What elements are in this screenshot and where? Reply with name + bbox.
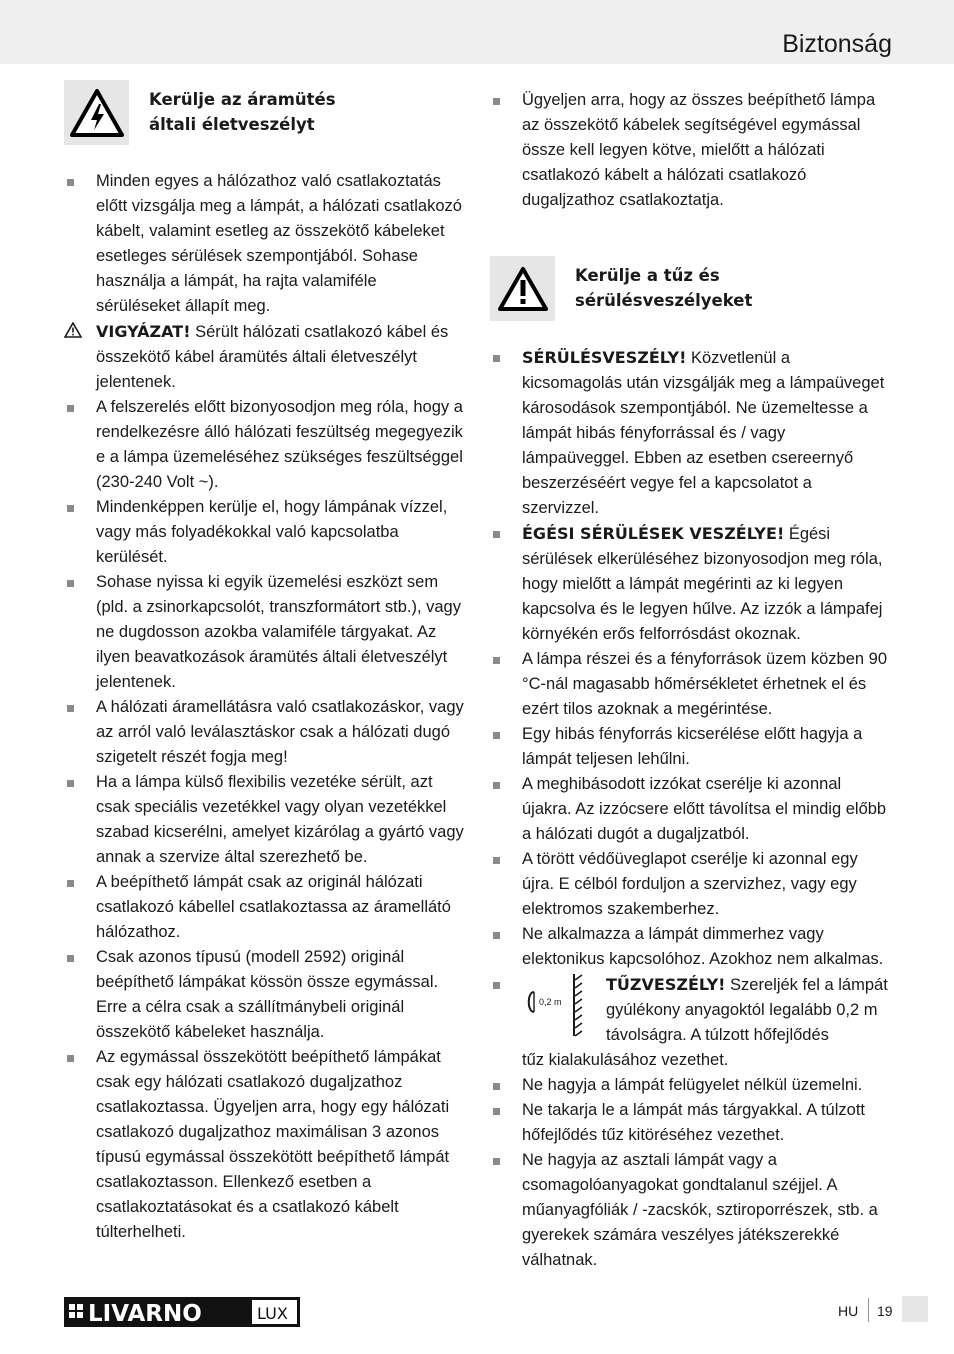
item-bold: VIGYÁZAT! bbox=[96, 322, 191, 341]
item-text: A meghibásodott izzókat cserélje ki azonnal újakra. Az izzócsere előtt távolítsa el mindig előbb a hálózati dugót a dugaljzatból. bbox=[522, 775, 887, 843]
item-text: Egy hibás fényforrás kicserélése előtt hagyja a lámpát teljesen lehűlni. bbox=[522, 725, 863, 768]
fire-text-full: tűz kialakulásához vezethet. bbox=[522, 1051, 729, 1069]
list-item bbox=[490, 722, 890, 772]
bullet-square-icon bbox=[490, 521, 522, 546]
right-item-list bbox=[490, 345, 890, 1273]
bullet-square-icon bbox=[490, 722, 522, 747]
item-text: Minden egyes a hálózathoz való csatlakoztatás előtt vizsgálja meg a lámpát, a hálózati csatlakozó kábelt, valamint esetleg az összekötő kábeleket esetleges sérülések szempontjából. Sohase használja a lámpát, ha rajta valamiféle sérüléseket állapít meg. bbox=[96, 172, 462, 315]
item-bold: ÉGÉSI SÉRÜLÉSEK VESZÉLYE! bbox=[522, 524, 785, 543]
left-item-list bbox=[64, 169, 464, 1245]
bullet-square-icon bbox=[490, 345, 522, 370]
bullet-square-icon bbox=[490, 647, 522, 672]
list-item bbox=[490, 847, 890, 922]
general-warning-icon bbox=[490, 256, 555, 321]
item-text: A törött védőüveglapot cserélje ki azonnal egy újra. E célból forduljon a szervizhez, vagy egy elektromos szakemberhez. bbox=[522, 850, 858, 918]
item-text: Mindenképpen kerülje el, hogy lámpának vízzel, vagy más folyadékokkal való kapcsolatba kerülését. bbox=[96, 498, 448, 566]
bullet-square-icon bbox=[64, 169, 96, 194]
item-text: ÉGÉSI SÉRÜLÉSEK VESZÉLYE! Égési sérülések elkerüléséhez bizonyosodjon meg róla, hogy mielőtt a lámpát megérinti az ki legyen kapcsolva és le legyen hűlve. Az izzók a lámpafej környékén erős felforrósdást okoznak. bbox=[522, 524, 883, 643]
bullet-square-icon bbox=[64, 570, 96, 595]
item-text: VIGYÁZAT! Sérült hálózati csatlakozó kábel és összekötő kábel áramütés általi életveszélyt jelentenek. bbox=[96, 322, 449, 391]
brand-main: LIVARNO bbox=[88, 1301, 202, 1327]
footer bbox=[0, 1294, 954, 1334]
bullet-square-icon bbox=[490, 1098, 522, 1123]
list-item bbox=[490, 1148, 890, 1273]
fire-injury-warning-box bbox=[490, 256, 890, 321]
right-column bbox=[490, 80, 890, 1273]
item-text: A beépíthető lámpát csak az originál hálózati csatlakozó kábellel csatlakoztassa az áramellátó hálózathoz. bbox=[96, 873, 451, 941]
list-item bbox=[490, 647, 890, 722]
list-item bbox=[64, 870, 464, 945]
bullet-square-icon bbox=[490, 922, 522, 947]
item-text: Az egymással összekötött beépíthető lámpákat csak egy hálózati csatlakozó dugaljzathoz csatlakoztassa. Ügyeljen arra, hogy egy hálózati csatlakozó dugaljzathoz maximálisan 3 azonos típusú egymással összekötött beépíthető lámpát csatlakoztasson. Ellenkező esetben a csatlakoztatásokat és a csatlakozó kábelt túlterhelheti. bbox=[96, 1048, 450, 1241]
item-bold: SÉRÜLÉSVESZÉLY! bbox=[522, 348, 687, 367]
item-text: Sohase nyissa ki egyik üzemelési eszközt sem (pld. a zsinorkapcsolót, transzformátort stb.), vagy ne dugdosson azokba valamiféle tárgyakat. Az ilyen beavatkozások áramütés általi életveszélyt jelentenek. bbox=[96, 573, 461, 691]
item-text: Ne hagyja az asztali lámpát vagy a csomagolóanyagokat gondtalanul széjjel. A műanyagfóliák / -zacskók, sztiroporrészek, stb. a gyerekek számára veszélyes játékszerekké válhatnak. bbox=[522, 1151, 878, 1269]
bullet-square-icon bbox=[64, 495, 96, 520]
item-bold: TŰZVESZÉLY! bbox=[606, 975, 726, 994]
item-text: A hálózati áramellátásra való csatlakozáskor, vagy az arról való leválasztáskor csak a hálózati dugó szigetelt részét fogja meg! bbox=[96, 698, 464, 766]
item-text: Ne hagyja a lámpát felügyelet nélkül üzemelni. bbox=[522, 1076, 863, 1094]
item-text: Csak azonos típusú (modell 2592) originál beépíthető lámpákat kössön össze egymással. Erre a célra csak a szállítmánybeli originál összekötő kábeleket használja. bbox=[96, 948, 439, 1041]
electric-warning-title: Kerülje az áramütés általi életveszélyt bbox=[149, 90, 336, 134]
header-bar bbox=[0, 0, 954, 64]
fire-warning-title: Kerülje a tűz és sérülésveszélyeket bbox=[575, 266, 753, 310]
fire-distance-icon bbox=[522, 972, 606, 1042]
list-item bbox=[490, 345, 890, 521]
bullet-square-icon bbox=[64, 770, 96, 795]
list-item bbox=[490, 1073, 890, 1098]
fire-distance-label: 0,2 m bbox=[539, 997, 562, 1007]
brand-sub: LUX bbox=[257, 1304, 288, 1323]
electric-warning-box bbox=[64, 80, 464, 145]
page-number: 19 bbox=[877, 1303, 893, 1319]
right-top-list bbox=[490, 88, 890, 213]
item-text: A lámpa részei és a fényforrások üzem közben 90 °C-nál magasabb hőmérsékletet érhetnek el és ezért tilos azoknak a megérintése. bbox=[522, 650, 888, 718]
caution-triangle-icon bbox=[64, 319, 96, 344]
list-item-caution bbox=[64, 319, 464, 395]
list-item bbox=[490, 772, 890, 847]
page-tab bbox=[902, 1296, 928, 1322]
item-text: A felszerelés előtt bizonyosodjon meg róla, hogy a rendelkezésre álló hálózati feszültség megegyezik e a lámpa üzemeléséhez szükséges feszültséggel (230-240 Volt ~). bbox=[96, 398, 463, 491]
list-item bbox=[490, 88, 890, 213]
item-text: Ne takarja le a lámpát más tárgyakkal. A túlzott hőfejlődés tűz kitöréséhez vezethet. bbox=[522, 1101, 865, 1144]
language-code: HU bbox=[838, 1303, 859, 1319]
footer-divider bbox=[868, 1298, 869, 1322]
list-item-fire bbox=[490, 972, 890, 1048]
bullet-square-icon bbox=[64, 945, 96, 970]
list-item bbox=[64, 770, 464, 870]
item-text: Ne alkalmazza a lámpát dimmerhez vagy elektonikus kapcsolóhoz. Azokhoz nem alkalmas. bbox=[522, 925, 884, 968]
bullet-square-icon bbox=[64, 395, 96, 420]
list-item bbox=[64, 395, 464, 495]
livarno-lux-logo bbox=[64, 1297, 300, 1332]
list-item bbox=[64, 695, 464, 770]
list-item bbox=[64, 945, 464, 1045]
bullet-square-icon bbox=[490, 847, 522, 872]
bullet-square-icon bbox=[490, 972, 522, 997]
bullet-square-icon bbox=[64, 1045, 96, 1070]
bullet-square-icon bbox=[64, 870, 96, 895]
bullet-square-icon bbox=[490, 88, 522, 113]
list-item bbox=[490, 521, 890, 647]
list-item bbox=[64, 495, 464, 570]
list-item bbox=[64, 570, 464, 695]
item-text: SÉRÜLÉSVESZÉLY! Közvetlenül a kicsomagolás után vizsgálják meg a lámpaüveget károsodások szempontjából. Ne üzemeltesse a lámpát hibás fényforrással és / vagy lámpaüveggel. Ebben az esetben csereernyő beszerzéséért vegye fel a kapcsolatot a szervizzel. bbox=[522, 348, 885, 517]
left-column bbox=[64, 80, 464, 1245]
fire-text-right: TŰZVESZÉLY! Szereljék fel a lámpát gyúlékony anyagoktól legalább 0,2 m távolságra. A túlzott hőfejlődés bbox=[606, 975, 888, 1044]
bullet-square-icon bbox=[490, 1073, 522, 1098]
electric-shock-warning-icon bbox=[64, 80, 129, 145]
list-item bbox=[64, 1045, 464, 1245]
bullet-square-icon bbox=[490, 1148, 522, 1173]
list-item bbox=[490, 922, 890, 972]
item-text: Ügyeljen arra, hogy az összes beépíthető lámpa az összekötő kábelek segítségével egymással össze kell legyen kötve, mielőtt a hálózati csatlakozó kábelt a hálózati csatlakozó dugaljzathoz csatlakoztatja. bbox=[522, 91, 876, 209]
bullet-square-icon bbox=[64, 695, 96, 720]
page-title: Biztonság bbox=[782, 30, 892, 58]
list-item bbox=[64, 169, 464, 319]
list-item bbox=[490, 1098, 890, 1148]
item-text: Ha a lámpa külső flexibilis vezetéke sérült, azt csak speciális vezetékkel vagy olyan vezetékkel szabad kicserélni, amelyet kizárólag a gyártó vagy annak a szervize által szerezhető be. bbox=[96, 773, 464, 866]
bullet-square-icon bbox=[490, 772, 522, 797]
